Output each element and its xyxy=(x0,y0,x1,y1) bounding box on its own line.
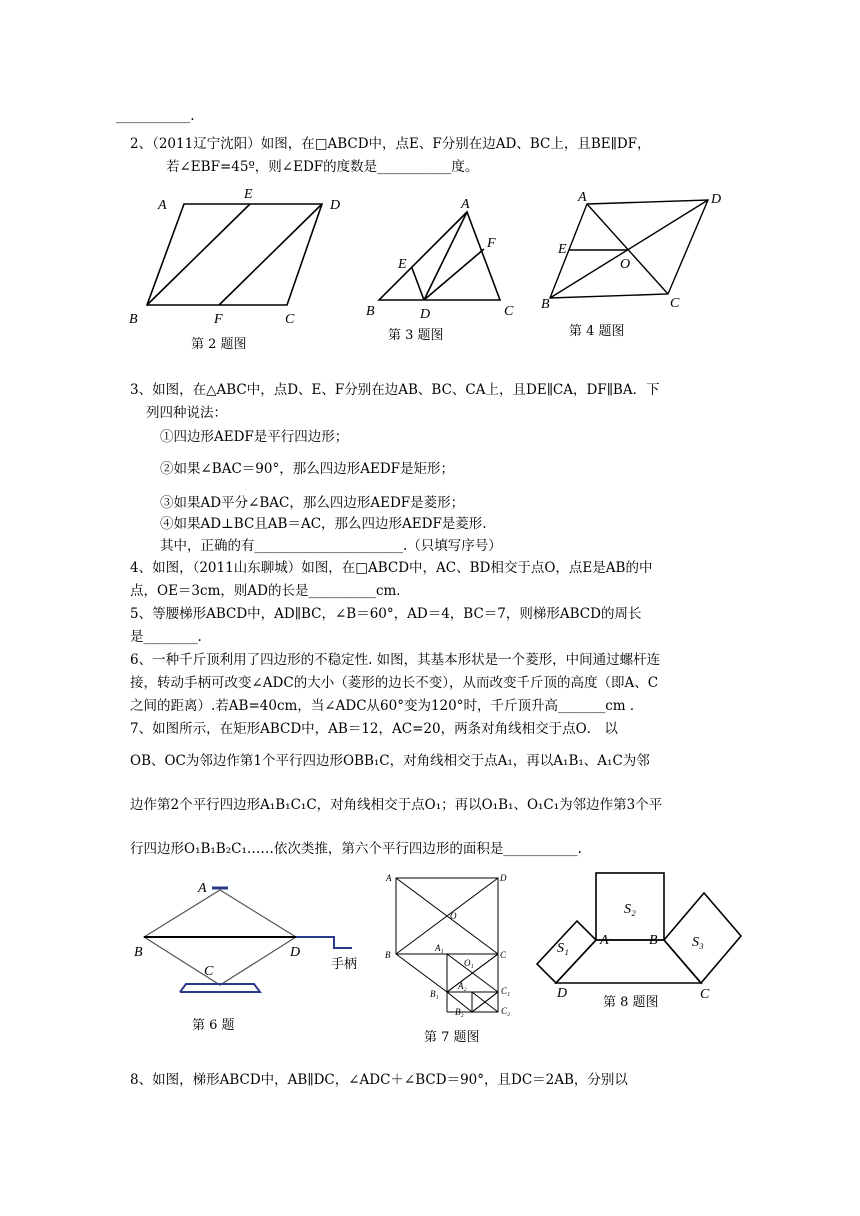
f2-label-E: E xyxy=(244,187,253,202)
f8-label-S1: S₁ xyxy=(557,941,569,956)
q3-line1: 3、如图，在△ABC中，点D、E、F分别在边AB、BC、CA上，且DE∥CA，DF∥BA．下 xyxy=(130,382,660,398)
q4-line2: 点，OE＝3cm，则AD的长是__________cm． xyxy=(130,583,410,599)
f6-label-A: A xyxy=(198,881,207,896)
f8-label-S2: S₂ xyxy=(624,902,636,917)
f3-label-C: C xyxy=(504,304,514,319)
f3-label-A: A xyxy=(461,197,470,212)
f3-label-E: E xyxy=(398,257,407,272)
q7-line1: 7、如图所示，在矩形ABCD中，AB＝12，AC=20，两条对角线相交于点O． 以 xyxy=(130,721,618,737)
f8-label-A: A xyxy=(600,933,609,948)
f4-label-D: D xyxy=(711,192,722,207)
q3-answer: 其中，正确的有______________________.（只填写序号） xyxy=(160,538,502,554)
q2-line2: 若∠EBF=45º，则∠EDF的度数是___________度。 xyxy=(166,159,479,175)
f3-label-D: D xyxy=(420,307,431,322)
caption-fig3: 第 3 题图 xyxy=(388,328,444,343)
f7-label-A2: A₂ xyxy=(458,981,467,991)
f2-label-A: A xyxy=(158,198,167,213)
f7-label-A: A xyxy=(386,873,392,883)
q5-line1: 5、等腰梯形ABCD中，AD∥BC，∠B＝60°，AD＝4，BC＝7，则梯形ABCD的周长 xyxy=(130,606,642,622)
q3-option2: ②如果∠BAC＝90°，那么四边形AEDF是矩形； xyxy=(160,461,455,477)
q2-line1: 2、（2011辽宁沈阳）如图，在□ABCD中，点E、F分别在边AD、BC上，且BE∥DF， xyxy=(130,136,651,152)
caption-fig7: 第 7 题图 xyxy=(424,1030,480,1045)
f4-label-C: C xyxy=(670,296,680,311)
q3-option4: ④如果AD⊥BC且AB＝AC，那么四边形AEDF是菱形. xyxy=(160,516,487,532)
caption-fig4: 第 4 题图 xyxy=(569,324,625,339)
f6-label-handle: 手柄 xyxy=(331,957,358,972)
q6-line1: 6、一种千斤顶利用了四边形的不稳定性. 如图，其基本形状是一个菱形，中间通过螺杆连 xyxy=(130,652,661,668)
f7-label-O: O xyxy=(450,911,457,921)
f6-label-C: C xyxy=(204,964,214,979)
f2-label-F: F xyxy=(214,312,223,327)
f3-label-F: F xyxy=(487,236,496,251)
q3-line2: 列四种说法： xyxy=(146,405,227,421)
q6-line2: 接，转动手柄可改变∠ADC的大小（菱形的边长不变），从而改变千斤顶的高度（即A、C xyxy=(130,675,659,691)
q5-line2: 是________. xyxy=(130,629,202,645)
f7-label-C: C xyxy=(500,950,507,960)
f7-label-O1: O₁ xyxy=(464,958,474,968)
f7-label-C1: C₁ xyxy=(501,986,511,996)
caption-fig8: 第 8 题图 xyxy=(603,995,659,1010)
f2-label-B: B xyxy=(129,312,138,327)
answer-blank-prev: ___________. xyxy=(116,108,195,124)
f4-label-A: A xyxy=(578,190,587,205)
f8-label-S3: S₃ xyxy=(692,935,704,950)
q7-line3: 边作第2个平行四边形A₁B₁C₁C，对角线相交于点O₁；再以O₁B₁、O₁C₁为邻边作第3个平 xyxy=(130,797,663,813)
f7-label-B: B xyxy=(385,950,391,960)
q7-line2: OB、OC为邻边作第1个平行四边形OBB₁C，对角线相交于点A₁，再以A₁B₁、A₁C为邻 xyxy=(130,753,650,769)
q4-line1: 4、如图，（2011山东聊城）如图，在□ABCD中，AC、BD相交于点O，点E是AB的中 xyxy=(130,560,653,576)
f7-label-B1: B₁ xyxy=(430,989,439,999)
f4-label-E: E xyxy=(558,242,567,257)
q3-option1: ①四边形AEDF是平行四边形； xyxy=(160,429,349,445)
f7-label-A1: A₁ xyxy=(435,943,444,953)
f3-label-B: B xyxy=(366,304,375,319)
caption-fig6: 第 6 题 xyxy=(192,1018,235,1033)
f8-label-D: D xyxy=(557,986,568,1001)
f4-label-O: O xyxy=(620,257,631,272)
f6-label-B: B xyxy=(134,945,143,960)
q7-line4: 行四边形O₁B₁B₂C₁……依次类推，第六个平行四边形的面积是___________. xyxy=(130,841,582,857)
q6-line3: 之间的距离）.若AB=40cm，当∠ADC从60°变为120°时，千斤顶升高_______cm ． xyxy=(130,698,644,714)
f7-label-B2: B₂ xyxy=(455,1007,464,1017)
caption-fig2: 第 2 题图 xyxy=(191,337,247,352)
f4-label-B: B xyxy=(541,297,550,312)
f2-label-D: D xyxy=(330,198,341,213)
f8-label-C: C xyxy=(700,987,710,1002)
f6-label-D: D xyxy=(290,945,301,960)
f7-label-D: D xyxy=(500,873,507,883)
q8-line1: 8、如图，梯形ABCD中，AB∥DC，∠ADC＋∠BCD＝90°，且DC＝2AB，分别以 xyxy=(130,1072,628,1088)
q3-option3: ③如果AD平分∠BAC，那么四边形AEDF是菱形； xyxy=(160,495,465,511)
f7-label-C2: C₂ xyxy=(501,1006,511,1016)
f2-label-C: C xyxy=(285,312,295,327)
f8-label-B: B xyxy=(649,933,658,948)
